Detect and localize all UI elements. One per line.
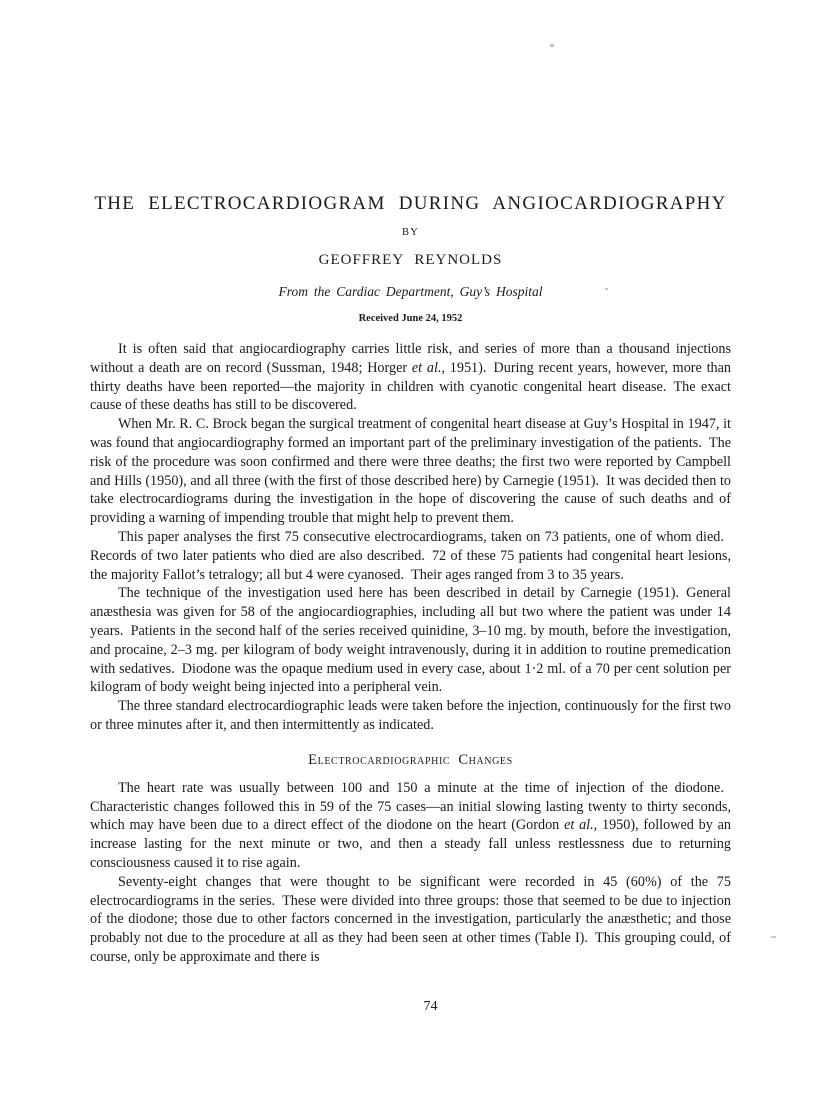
page-number: 74 [423,999,438,1014]
text-block [90,0,731,967]
paragraph: This paper analyses the first 75 consecutive electrocardiograms, taken on 73 patients, one of whom died. Records of two later patients who died are also described. 72 of these 75 patients had congenital heart lesions, the majority Fallot’s tetralogy; all but 4 were cyanosed. Their ages ranged from 3 to 35 years. [90,528,731,583]
paragraph: The heart rate was usually between 100 and 150 a minute at the time of injection of the diodone. Characteristic changes followed this in 59 of the 75 cases—an initial slowing lasting twenty to thirty seconds, which may have been due to a direct effect of the diodone on the heart (Gordon et al., 1950), followed by an increase lasting for the next minute or two, and then a steady fall unless restlessness due to returning consciousness caused it to rise again. [90,779,731,871]
paragraph: It is often said that angiocardiography carries little risk, and series of more than a thousand injections without a death are on record (Sussman, 1948; Horger et al., 1951). During recent years, however, more than thirty deaths have been reported—the majority in children with cyanotic congenital heart disease. The exact cause of these deaths has still to be discovered. [90,341,731,414]
affiliation-line: From the Cardiac Department, Guy’s Hospital [278,284,543,299]
paragraph: When Mr. R. C. Brock began the surgical treatment of congenital heart disease at Guy’s Hospital in 1947, it was found that angiocardiography formed an important part of the preliminary investigation of the patients. The risk of the procedure was soon confirmed and there were three deaths; the first two were reported by Campbell and Hills (1950), and all three (with the first of those described here) by Carnegie (1951). It was decided then to take electrocardiograms during the investigation in the hope of discovering the cause of such deaths and of providing a warning of impending trouble that might help to prevent them. [90,416,731,527]
paper-title: THE ELECTROCARDIOGRAM DURING ANGIOCARDIOGRAPHY [94,193,727,214]
section-heading: Electrocardiographic Changes [308,751,513,768]
byline-label: BY [402,227,419,238]
author-name: GEOFFREY REYNOLDS [318,252,503,268]
scan-speck [771,936,776,938]
article-body [90,340,731,967]
received-date: Received June 24, 1952 [358,313,463,324]
paragraph: The technique of the investigation used here has been described in detail by Carnegie (1951). General anæsthesia was given for 58 of the angiocardiographies, including all but two where the patient was under 14 years. Patients in the second half of the series received quinidine, 3–10 mg. by mouth, before the investigation, and procaine, 2–3 mg. per kilogram of body weight intravenously, during it in addition to routine premedication with sedatives. Diodone was the opaque medium used in every case, about 1·2 ml. of a 70 per cent solution per kilogram of body weight being injected into a peripheral vein. [90,585,731,696]
paragraph: The three standard electrocardiographic leads were taken before the injection, continuously for the first two or three minutes after it, and then intermittently as indicated. [90,698,731,733]
paragraph: Seventy-eight changes that were thought to be significant were recorded in 45 (60%) of the 75 electrocardiograms in the series. These were divided into three groups: those that seemed to be due to injection of the diodone; those due to other factors concerned in the investigation, particularly the anæsthetic; and those probably not due to the procedure at all as they had been seen at other times (Table I). This grouping could, of course, only be approximate and there is [90,873,731,965]
